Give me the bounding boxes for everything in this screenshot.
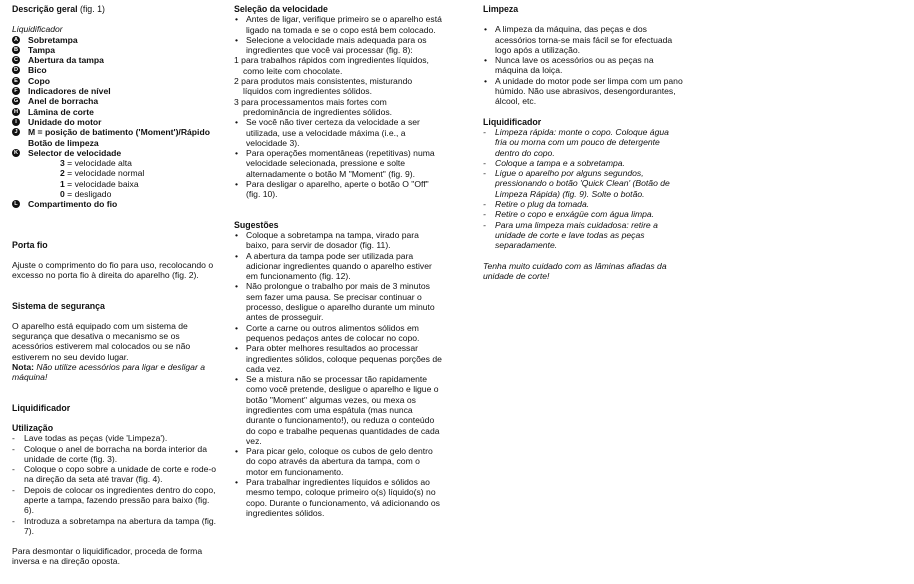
list-item: - Retire o copo e enxágüe com água limpa.: [483, 209, 683, 219]
column-1: [12, 4, 217, 567]
part-letter-badge: B: [13, 46, 19, 53]
part-item: C Abertura da tampa: [13, 55, 104, 66]
part-letter-badge: L: [12, 200, 20, 208]
part-item: A Sobretampa: [13, 34, 78, 45]
cord-storage-text: Ajuste o comprimento do fio para uso, recolocando o excesso no porta fio à direita do aparelho (fig. 2).: [12, 259, 214, 281]
list-item: - Coloque a tampa e a sobretampa.: [483, 158, 683, 168]
list-item: 2 para produtos mais consistentes, misturando líquidos com ingredientes sólidos.: [234, 76, 413, 97]
list-item: 1 para trabalhos rápidos com ingredientes líquidos, como leite com chocolate.: [234, 55, 429, 76]
blender-cleaning-steps: [483, 127, 683, 251]
suggestions-heading: Sugestões: [234, 219, 279, 230]
part-letter-badge: G: [13, 98, 19, 105]
usage-steps: [12, 433, 217, 536]
part-item: J M = posição de batimento ('Moment')/Rápido Botão de limpeza: [12, 127, 217, 148]
list-item: - Retire o plug da tomada.: [483, 199, 683, 209]
column-2: [234, 4, 444, 518]
speed-item: 3 = velocidade alta: [60, 158, 132, 169]
part-letter-badge: H: [13, 108, 19, 115]
list-item: • Selecione a velocidade mais adequada para os ingredientes que você vai processar (fig. 8):: [234, 35, 444, 56]
usage-heading: Utilização: [12, 422, 54, 433]
list-item: - Depois de colocar os ingredientes dentro do copo, aperte a tampa, fazendo pressão para baixo (fig. 6).: [12, 485, 217, 516]
cord-storage-heading: Porta fio: [12, 239, 48, 250]
part-item: I Unidade do motor: [12, 117, 217, 127]
speed-selection-bullets: [234, 14, 444, 55]
cleaning-heading: Limpeza: [483, 4, 519, 14]
list-item: 3 para processamentos mais fortes com predominância de ingredientes sólidos.: [234, 96, 393, 117]
safety-system-text: O aparelho está equipado com um sistema de segurança que desativa o mecanismo se os acessórios estiverem mal colocados ou se não estiverem no seu devido lugar.: [12, 320, 191, 362]
safety-note: Nota: Não utilize acessórios para ligar e desligar a máquina!: [12, 362, 205, 383]
speed-item: 2 = velocidade normal: [60, 168, 145, 179]
list-item: - Para uma limpeza mais cuidadosa: retire a unidade de corte e lave todas as peças separadamente.: [483, 220, 683, 251]
safety-system-heading: Sistema de segurança: [12, 300, 105, 311]
list-item: - Introduza a sobretampa na abertura da tampa (fig. 7).: [12, 516, 217, 537]
part-item: B Tampa: [13, 44, 56, 55]
list-item: • Para trabalhar ingredientes líquidos e sólidos ao mesmo tempo, coloque primeiro o(s) líquido(s) no copo. Durante o funcionamento, vá adicionando os ingredientes sólidos.: [234, 477, 444, 518]
part-item: H Lâmina de corte: [13, 106, 94, 117]
speed-selection-heading: Seleção da velocidade: [234, 4, 328, 14]
part-letter-badge: D: [13, 67, 19, 74]
list-item: - Coloque o anel de borracha na borda interior da unidade de corte (fig. 3).: [12, 444, 217, 465]
list-item: - Ligue o aparelho por alguns segundos, pressionando o botão 'Quick Clean' (Botão de Limpeza Rápida) (fig. 9). Solte o botão.: [483, 168, 683, 199]
list-item: • Corte a carne ou outros alimentos sólidos em pequenos pedaços antes de colocar no copo.: [234, 323, 444, 344]
part-letter-badge: F: [12, 87, 20, 95]
part-letter-badge: J: [12, 128, 20, 136]
list-item: - Lave todas as peças (vide 'Limpeza').: [12, 433, 217, 443]
part-letter-badge: C: [13, 57, 19, 64]
general-description-heading: Descrição geral (fig. 1): [12, 4, 105, 14]
blender-cleaning-heading: Liquidificador: [483, 116, 542, 127]
speed-descriptions: [234, 55, 444, 117]
list-item: • Para obter melhores resultados ao processar ingredientes sólidos, coloque pequenas porções de cada vez.: [234, 343, 444, 374]
cleaning-list: [483, 24, 683, 106]
blender-heading: Liquidificador: [12, 402, 71, 413]
speed-item: 0 = desligado: [60, 189, 112, 200]
part-item: F Indicadores de nível: [12, 86, 217, 96]
parts-list: [12, 35, 217, 210]
part-letter-badge: K: [13, 149, 19, 156]
list-item: • Coloque a sobretampa na tampa, virado para baixo, para servir de dosador (fig. 11).: [234, 230, 444, 251]
blade-warning: Tenha muito cuidado com as lâminas afiadas da unidade de corte!: [483, 260, 667, 281]
speed-list: [28, 158, 217, 199]
disassembly-text: Para desmontar o liquidificador, proceda de forma inversa e na direção oposta.: [12, 546, 203, 567]
list-item: • Para operações momentâneas (repetitivas) numa velocidade selecionada, pressione e solte alternadamente o botão M "Moment" (fig. 9).: [234, 148, 444, 179]
list-item: - Limpeza rápida: monte o copo. Coloque água fria ou morna com um pouco de detergente dentro do copo.: [483, 127, 683, 158]
column-3: [483, 4, 683, 281]
speed-selection-bullets-2: [234, 117, 444, 199]
part-item: L Compartimento do fio: [12, 199, 217, 209]
list-item: • Se você não tiver certeza da velocidade a ser utilizada, use a velocidade máxima (i.e., a velocidade 3).: [234, 117, 444, 148]
list-item: - Coloque o copo sobre a unidade de corte e rode-o na direção da seta até travar (fig. 4).: [12, 464, 217, 485]
list-item: • Para desligar o aparelho, aperte o botão O "Off" (fig. 10).: [234, 179, 444, 200]
part-item: D Bico: [13, 65, 47, 76]
list-item: • A abertura da tampa pode ser utilizada para adicionar ingredientes quando o aparelho estiver em funcionamento (fig. 12).: [234, 251, 444, 282]
part-letter-badge: I: [12, 118, 20, 126]
part-item: K Selector de velocidade 3 = velocidade alta 2 = velocidade normal 1 = velocidade baixa 0 = desligado: [12, 148, 217, 199]
part-letter-badge: A: [13, 36, 19, 43]
list-item: • Não prolongue o trabalho por mais de 3 minutos sem fazer uma pausa. Se precisar continuar o processo, desligue o aparelho durante um minuto antes de prosseguir.: [234, 281, 444, 322]
list-item: • Para picar gelo, coloque os cubos de gelo dentro do copo através da abertura da tampa, com o motor em funcionamento.: [234, 446, 444, 477]
list-item: • A unidade do motor pode ser limpa com um pano húmido. Não use abrasivos, desengordurantes, álcool, etc.: [483, 76, 683, 107]
part-item: E Copo: [12, 76, 217, 86]
suggestions-list: [234, 230, 444, 518]
list-item: • Nunca lave os acessórios ou as peças na máquina da loiça.: [483, 55, 683, 76]
list-item: • A limpeza da máquina, das peças e dos acessórios torna-se mais fácil se for efectuada logo após a utilização.: [483, 24, 683, 55]
speed-item: 1 = velocidade baixa: [60, 178, 139, 189]
list-item: • Se a mistura não se processar tão rapidamente como você pretende, desligue o aparelho e ligue o botão "Moment" algumas vezes, ou mexa os ingredientes com uma espátula (mas nunca durante o funcionamento!), ou reduza o conteúdo do copo e trabalhe pequenas quantidades de cada vez.: [234, 374, 444, 446]
part-letter-badge: E: [12, 77, 20, 85]
list-item: • Antes de ligar, verifique primeiro se o aparelho está ligado na tomada e se o copo está bem colocado.: [234, 14, 444, 35]
blender-subheading: Liquidificador: [12, 24, 63, 35]
part-item: G Anel de borracha: [13, 96, 99, 107]
